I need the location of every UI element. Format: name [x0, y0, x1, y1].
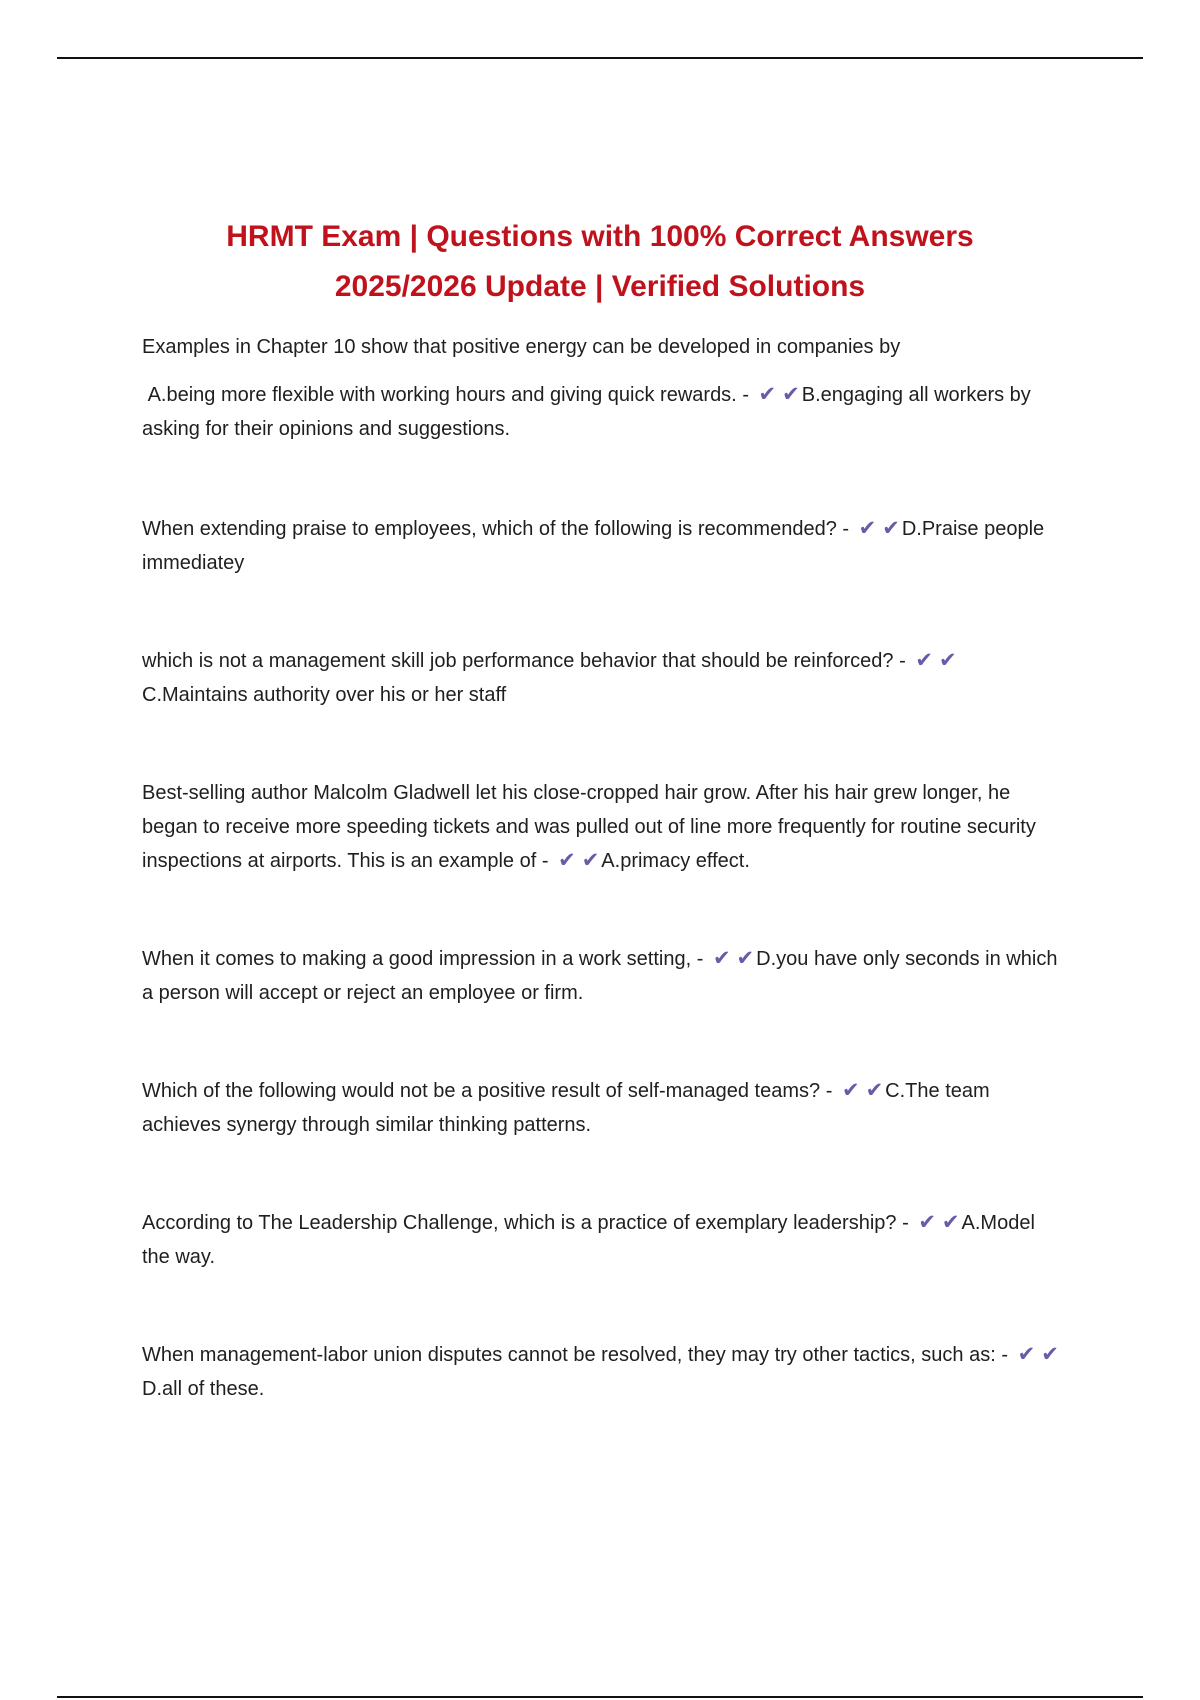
check-icon: ✔	[865, 1079, 884, 1102]
answer-text: D.all of these.	[142, 1378, 265, 1400]
separator: -	[902, 1212, 909, 1234]
question-text: When it comes to making a good impression in a work setting,	[142, 948, 692, 970]
check-icon: ✔	[758, 383, 777, 406]
answer-text: C.The team achieves synergy through similar thinking patterns.	[142, 1080, 990, 1136]
qa-item-8	[142, 1338, 1062, 1406]
qa-item-2	[142, 512, 1062, 580]
check-icon: ✔	[841, 1079, 860, 1102]
answer-text: C.Maintains authority over his or her staff	[142, 684, 507, 706]
question-text: When extending praise to employees, which of the following is recommended?	[142, 518, 837, 540]
check-icon: ✔	[938, 649, 957, 672]
question-text: A.being more flexible with working hours and giving quick rewards.	[147, 384, 737, 406]
document-title	[100, 212, 1100, 312]
check-icon: ✔	[712, 947, 731, 970]
answer-text: D.you have only seconds in which a person will accept or reject an employee or firm.	[142, 948, 1058, 1004]
check-icon: ✔	[918, 1211, 936, 1234]
separator: -	[742, 384, 749, 406]
qa-item-5	[142, 942, 1062, 1010]
qa-item-3	[142, 644, 1062, 712]
separator: -	[696, 948, 704, 970]
separator: -	[1001, 1344, 1009, 1366]
answer-text: B.engaging all workers by asking for their opinions and suggestions.	[142, 384, 1031, 440]
check-icon: ✔	[581, 849, 600, 872]
question-text: Best-selling author Malcolm Gladwell let his close-cropped hair grow. After his hair grew longer, he began to receive more speeding tickets and was pulled out of line more frequently for routine security inspections at airports. This is an example of	[142, 782, 1036, 872]
check-icon: ✔	[558, 849, 576, 872]
qa-item-7	[142, 1206, 1062, 1274]
check-icon: ✔	[882, 517, 900, 540]
check-icon: ✔	[915, 649, 933, 672]
bottom-rule	[57, 1696, 1143, 1698]
intro-text: Examples in Chapter 10 show that positive energy can be developed in companies by	[142, 336, 901, 358]
separator: -	[825, 1080, 833, 1102]
title-line-1: HRMT Exam | Questions with 100% Correct Answers	[226, 220, 974, 253]
separator: -	[842, 518, 850, 540]
qa-item-6	[142, 1074, 1062, 1142]
question-text: Which of the following would not be a positive result of self-managed teams?	[142, 1080, 821, 1102]
top-rule	[57, 57, 1143, 59]
check-icon: ✔	[736, 947, 755, 970]
answer-text: A.primacy effect.	[601, 850, 750, 872]
check-icon: ✔	[1017, 1343, 1036, 1366]
qa-item-4	[142, 776, 1062, 878]
answer-text: A.Model the way.	[142, 1212, 1035, 1268]
question-text: According to The Leadership Challenge, which is a practice of exemplary leadership?	[142, 1212, 897, 1234]
answer-text: D.Praise people immediatey	[142, 518, 1045, 574]
check-icon: ✔	[941, 1211, 960, 1234]
check-icon: ✔	[782, 383, 800, 406]
check-icon: ✔	[1041, 1343, 1059, 1366]
question-text: which is not a management skill job performance behavior that should be reinforced?	[142, 650, 894, 672]
qa-content	[142, 330, 1062, 1406]
check-icon: ✔	[858, 517, 877, 540]
separator: -	[899, 650, 906, 672]
qa-item-1	[142, 378, 1062, 446]
question-text: When management-labor union disputes cannot be resolved, they may try other tactics, such as:	[142, 1344, 996, 1366]
separator: -	[541, 850, 549, 872]
title-line-2: 2025/2026 Update | Verified Solutions	[334, 270, 866, 303]
